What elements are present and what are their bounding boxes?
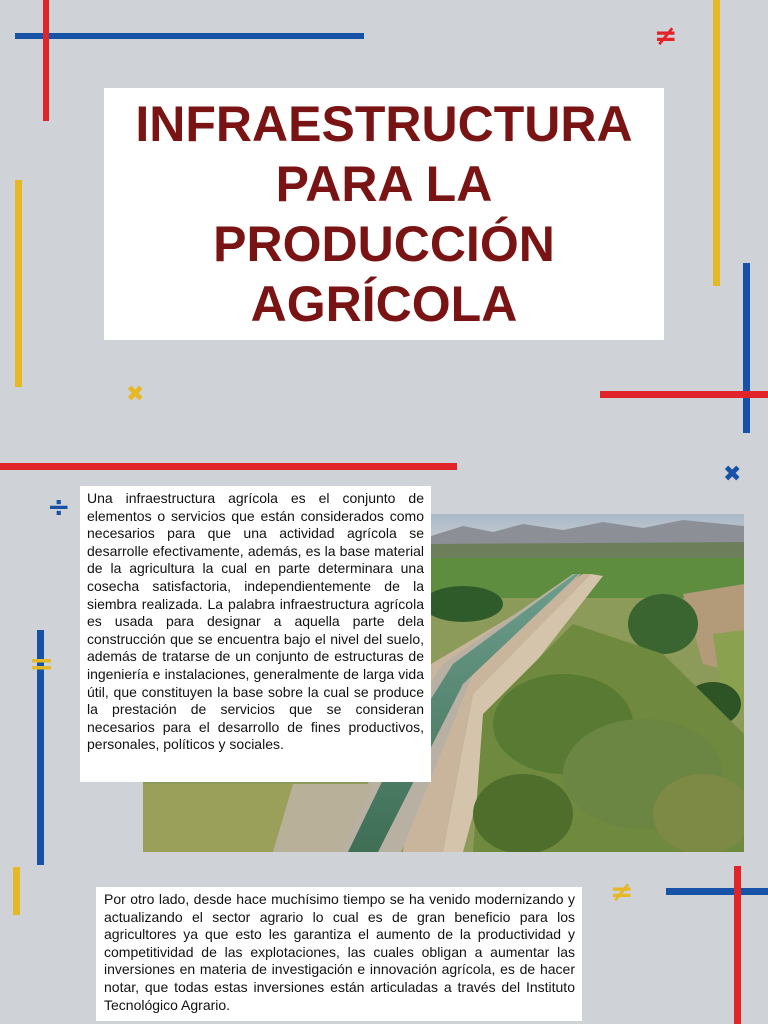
title-line: INFRAESTRUCTURA	[135, 96, 633, 152]
title-box	[104, 88, 664, 340]
page-title	[135, 94, 632, 334]
not-equal-icon: ≠	[610, 875, 634, 908]
decor-line-blue	[666, 888, 768, 895]
title-line: PRODUCCIÓN	[213, 216, 555, 272]
decor-line-yellow	[15, 180, 22, 387]
decor-line-yellow	[13, 867, 20, 915]
times-icon: ✖	[126, 382, 145, 407]
decor-line-red	[600, 391, 768, 398]
divide-icon: ÷	[47, 490, 71, 523]
second-paragraph: Por otro lado, desde hace muchísimo tiempo se ha venido modernizando y actualizando el sector agrario lo cual es de gran beneficio para los agricultores ya que esto les garantiza el aumento de la productividad y competitividad de las explotaciones, las cuales obligan a aumentar las inversiones en materia de investigación e innovación agrícola, es de hacer notar, que todas estas inversiones están articuladas a través del Instituto Tecnológico Agrario.	[96, 887, 582, 1021]
decor-line-blue	[743, 263, 750, 433]
decor-line-red	[0, 463, 457, 470]
intro-paragraph: Una infraestructura agrícola es el conjunto de elementos o servicios que están considerados como necesarios para que una actividad agrícola se desarrolle efectivamente, además, es la base material de la agricultura la cual en parte determinara una cosecha satisfactoria, independientemente de la siembra realizada. La palabra infraestructura agrícola es usada para designar a aquella parte dela construcción que se encuentra bajo el nivel del suelo, además de tratarse de un conjunto de estructuras de ingeniería e instalaciones, generalmente de larga vida útil, que constituyen la base sobre la cual se produce la prestación de servicios que se consideran necesarios para el desarrollo de fines productivos, personales, políticos y sociales.	[80, 486, 431, 782]
times-icon: ✖	[723, 462, 742, 487]
decor-line-yellow	[713, 0, 720, 286]
not-equal-icon: ≠	[654, 19, 678, 52]
title-line: AGRÍCOLA	[250, 276, 518, 332]
decor-line-blue	[15, 33, 364, 39]
title-line: PARA LA	[275, 156, 493, 212]
decor-line-red	[43, 0, 49, 121]
equals-icon: =	[29, 647, 55, 682]
decor-line-red	[734, 866, 741, 1024]
